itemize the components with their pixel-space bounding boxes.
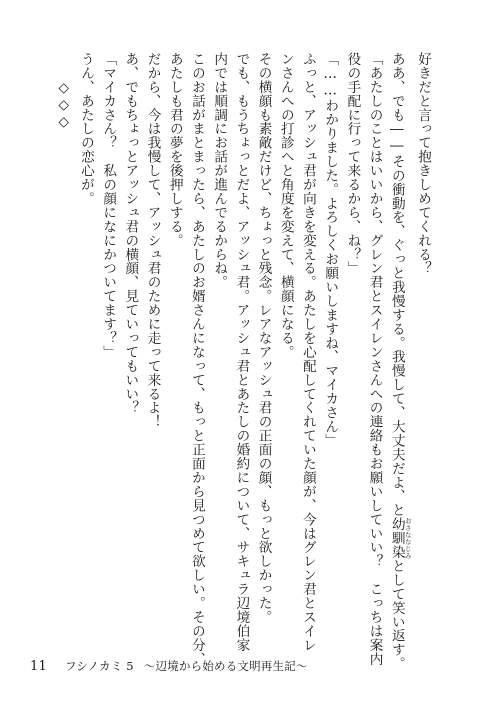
book-title: フシノカミ 5 (64, 659, 134, 673)
text-line: でも、もうちょっとだよ、アッシュ君。アッシュ君とあたしの婚約について、サキュラ辺境伯家 (233, 52, 250, 652)
text-line: あたしも君の夢を後押しする。 (166, 52, 183, 248)
text-line: あ、でもちょっとアッシュ君の横顔、見ていってもいい？ (122, 52, 139, 415)
text-line-head: ああ、でも――その衝動を、ぐっと我慢する。我慢して、大丈夫だよ、と (388, 52, 405, 518)
text-line: 好きだと言って抱きしめてくれる？ (415, 52, 431, 276)
text-line: だから、今は我慢して、アッシュ君のために走って来るよ！ (144, 52, 161, 429)
page-footer (30, 658, 308, 674)
text-line (386, 52, 412, 671)
page-number: 11 (30, 659, 47, 674)
scene-separator: ◇◇◇ (55, 80, 72, 131)
text-line: このお話がまとまったら、あたしのお婿さんになって、もっと正面から見つめて欲しい。その分、 (188, 52, 205, 666)
book-subtitle: ～辺境から始める文明再生記～ (143, 659, 308, 673)
text-line: ふっと、アッシュ君が向きを変える。あたしを心配してくれていた顔が、今はグレン君とスイレ (299, 52, 316, 652)
text-line: 役の手配に行って来るから、ね？」 (344, 52, 361, 276)
ruby-reading: おさななじみ (403, 517, 412, 560)
text-line: ンさんへの打診へと角度を変えて、横顔になる。 (277, 52, 294, 359)
text-line: その横顔も素敵だけど、ちょっと残念。レアなアッシュ君の正面の顔、もっと欲しかった。 (255, 52, 272, 624)
furigana (388, 517, 412, 560)
text-line: 内では順調にお話が進んでるからね。 (211, 52, 228, 290)
text-line-tail: として笑い返す。 (388, 559, 405, 671)
ruby-base: 幼馴染 (388, 517, 405, 560)
text-line: うん、あたしの恋心が。 (77, 52, 94, 206)
text-line: 「あたしのことはいいから、グレン君とスイレンさんへの連絡もお願いしていい？ こっちは案内 (366, 52, 383, 666)
text-line: 「マイカさん？ 私の顔になにかついてます？」 (100, 52, 117, 359)
text-line: 「……わかりました。よろしくお願いしますね、マイカさん」 (322, 52, 339, 448)
